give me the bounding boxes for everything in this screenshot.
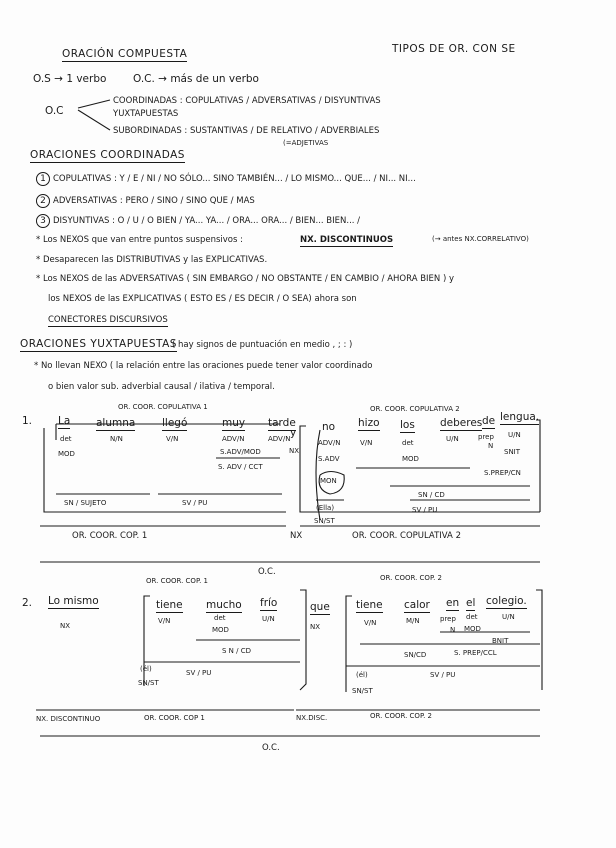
tag-ex2-sncd2: SN/CD	[404, 651, 427, 659]
tag-sadv: S.ADV	[318, 455, 340, 463]
yuxtapuestas-heading: ORACIONES YUXTAPUESTAS	[20, 338, 177, 350]
ex1-bottom-cop2: OR. COOR. COPULATIVA 2	[352, 531, 461, 541]
tag-ex2-sncd: S N / CD	[222, 647, 251, 655]
oc-definition: O.C. → más de un verbo	[133, 73, 259, 85]
tag-ex2-mn: M/N	[406, 617, 420, 625]
tag-sadvmod: S.ADV/MOD	[220, 448, 261, 456]
yuxta-paren: ( hay signos de puntuación en medio , ; : )	[172, 340, 353, 350]
tag-ex2-un2: U/N	[502, 613, 515, 621]
tag-ex2-un: U/N	[262, 615, 275, 623]
tag-ex2-n: N	[450, 626, 456, 634]
word-tiene: tiene	[156, 599, 183, 611]
word-llego: llegó	[162, 417, 188, 429]
tag-det: det	[60, 435, 72, 443]
word-y: y	[290, 427, 297, 439]
tag-no-advn: ADV/N	[318, 439, 341, 447]
note-conectores: CONECTORES DISCURSIVOS	[48, 315, 168, 325]
word-no: no	[322, 421, 336, 433]
tag-los-det: det	[402, 439, 414, 447]
tag-sadvcct: S. ADV / CCT	[218, 463, 263, 471]
tag-mon: MON	[320, 477, 337, 485]
tag-ex2-nx: NX	[60, 622, 71, 630]
oc-label: O.C	[45, 105, 64, 117]
tag-snist2: SN/ST	[314, 517, 335, 525]
tag-hizo-vn: V/N	[360, 439, 373, 447]
word-los: los	[400, 419, 415, 431]
branch-yuxtapuestas: YUXTAPUESTAS	[113, 109, 179, 119]
tag-sprepcn: S.PREP/CN	[484, 469, 521, 477]
word-alumna: alumna	[96, 417, 136, 429]
tag-ella: (Ella)	[316, 504, 335, 512]
tag-ex2-prep: prep	[440, 615, 456, 623]
page-title: ORACIÓN COMPUESTA	[62, 48, 188, 60]
branch-adjetivas: (=ADJETIVAS	[283, 139, 329, 147]
branch-subordinadas: SUBORDINADAS : SUSTANTIVAS / DE RELATIVO / ADVERBIALES	[113, 126, 380, 136]
ex2-bottom-nxdisc2: NX.DISC.	[296, 714, 328, 722]
yuxta-note-1: * No llevan NEXO ( la relación entre las oraciones puede tener valor coordinado	[34, 361, 373, 371]
tag-deberes-un: U/N	[446, 435, 459, 443]
tag-advn: ADV/N	[222, 435, 245, 443]
tag-ex2-snist1: SN/ST	[138, 679, 159, 687]
tag-ex2-sprepccl: S. PREP/CCL	[454, 649, 497, 657]
item-text: COPULATIVAS : Y / E / NI / NO SÓLO... SINO TAMBIÉN... / LO MISMO... QUE... / NI... NI...	[53, 174, 416, 184]
tag-ex2-nx2: NX	[310, 623, 321, 631]
word-de: de	[482, 415, 496, 427]
note-explicativas: los NEXOS de las EXPLICATIVAS ( ESTO ES / ES DECIR / O SEA) ahora son	[48, 294, 357, 304]
tag-lengua-un: U/N	[508, 431, 521, 439]
note-discontinuos: NX. DISCONTINUOS	[300, 235, 394, 245]
tag-de-prep: prep	[478, 433, 494, 441]
tag-ex2-svpu1: SV / PU	[186, 669, 212, 677]
item-text: ADVERSATIVAS : PERO / SINO / SINO QUE / MAS	[53, 196, 255, 206]
word-tarde: tarde	[268, 417, 296, 429]
word-la: La	[58, 415, 71, 427]
ex2-bottom-nxdisc: NX. DISCONTINUO	[36, 715, 101, 723]
tag-ex2-det2: det	[466, 613, 478, 621]
item-number: 3	[36, 214, 50, 228]
tag-los-mod: MOD	[402, 455, 419, 463]
tag-ex2-el1: (él)	[140, 665, 152, 673]
tag-ex2-vn: V/N	[158, 617, 171, 625]
note-adversativas: * Los NEXOS de las ADVERSATIVAS ( SIN EMBARGO / NO OBSTANTE / EN CAMBIO / AHORA BIEN ) y	[36, 274, 455, 284]
coordinadas-heading: ORACIONES COORDINADAS	[30, 149, 185, 161]
ex1-bottom-nx: NX	[290, 531, 303, 541]
os-definition: O.S → 1 verbo	[33, 73, 107, 85]
tag-ex2-det: det	[214, 614, 226, 622]
tag-ex2-bnit: BNIT	[492, 637, 509, 645]
word-frio: frío	[260, 597, 278, 609]
tag-ex2-mod2: MOD	[464, 625, 481, 633]
word-deberes: deberes	[440, 417, 483, 429]
tag-ex2-mod: MOD	[212, 626, 229, 634]
yuxta-note-2: o bien valor sub. adverbial causal / ilativa / temporal.	[48, 382, 275, 392]
ex1-coor1-label: OR. COOR. COPULATIVA 1	[118, 403, 208, 411]
tag-mod: MOD	[58, 450, 75, 458]
word-muy: muy	[222, 417, 246, 429]
word-mucho: mucho	[206, 599, 242, 611]
word-calor: calor	[404, 599, 430, 611]
example-1-number: 1.	[22, 415, 33, 427]
ex1-bottom-cop1: OR. COOR. COP. 1	[72, 531, 148, 541]
ex2-coor2-label: OR. COOR. COP. 2	[380, 574, 442, 582]
example-2-number: 2.	[22, 597, 33, 609]
tag-ex2-snist2: SN/ST	[352, 687, 373, 695]
branch-coordinadas: COORDINADAS : COPULATIVAS / ADVERSATIVAS / DISYUNTIVAS	[113, 96, 381, 106]
ex2-bottom-cop1: OR. COOR. COP 1	[144, 714, 205, 722]
ex2-coor1-label: OR. COOR. COP. 1	[146, 577, 208, 585]
tag-snsujeto: SN / SUJETO	[64, 499, 107, 507]
tag-snit: SNIT	[504, 448, 521, 456]
tag-svpu2: SV / PU	[412, 506, 438, 514]
note-correlativo: (→ antes NX.CORRELATIVO)	[432, 235, 529, 243]
tag-ex2-svpu2: SV / PU	[430, 671, 456, 679]
note-nexos: * Los NEXOS que van entre puntos suspensivos :	[36, 235, 244, 245]
tag-de-n: N	[488, 442, 494, 450]
word-lengua: lengua.	[500, 411, 540, 423]
word-en: en	[446, 597, 460, 609]
tag-sncd: SN / CD	[418, 491, 445, 499]
word-el: el	[466, 597, 476, 609]
word-colegio: colegio.	[486, 595, 527, 607]
tag-ex2-vn2: V/N	[364, 619, 377, 627]
types-note: TIPOS DE OR. CON SE	[392, 43, 516, 55]
word-tiene2: tiene	[356, 599, 383, 611]
tag-vn: V/N	[166, 435, 179, 443]
tag-ex2-el2: (él)	[356, 671, 368, 679]
word-lo-mismo: Lo mismo	[48, 595, 99, 607]
tag-svpu1: SV / PU	[182, 499, 208, 507]
tag-advn2: ADV/N	[268, 435, 291, 443]
item-number: 1	[36, 172, 50, 186]
ex2-oc-top: O.C.	[258, 567, 276, 577]
word-hizo: hizo	[358, 417, 380, 429]
tag-nx: NX	[289, 447, 300, 455]
item-number: 2	[36, 194, 50, 208]
note-desaparecen: * Desaparecen las DISTRIBUTIVAS y las EXPLICATIVAS.	[36, 255, 268, 265]
ex2-oc-bottom: O.C.	[262, 743, 280, 753]
item-text: DISYUNTIVAS : O / U / O BIEN / YA... YA... / ORA... ORA... / BIEN... BIEN... /	[53, 216, 361, 226]
ex2-bottom-cop2: OR. COOR. COP. 2	[370, 712, 432, 720]
tag-nn: N/N	[110, 435, 123, 443]
ex1-coor2-label: OR. COOR. COPULATIVA 2	[370, 405, 460, 413]
word-que: que	[310, 601, 330, 613]
